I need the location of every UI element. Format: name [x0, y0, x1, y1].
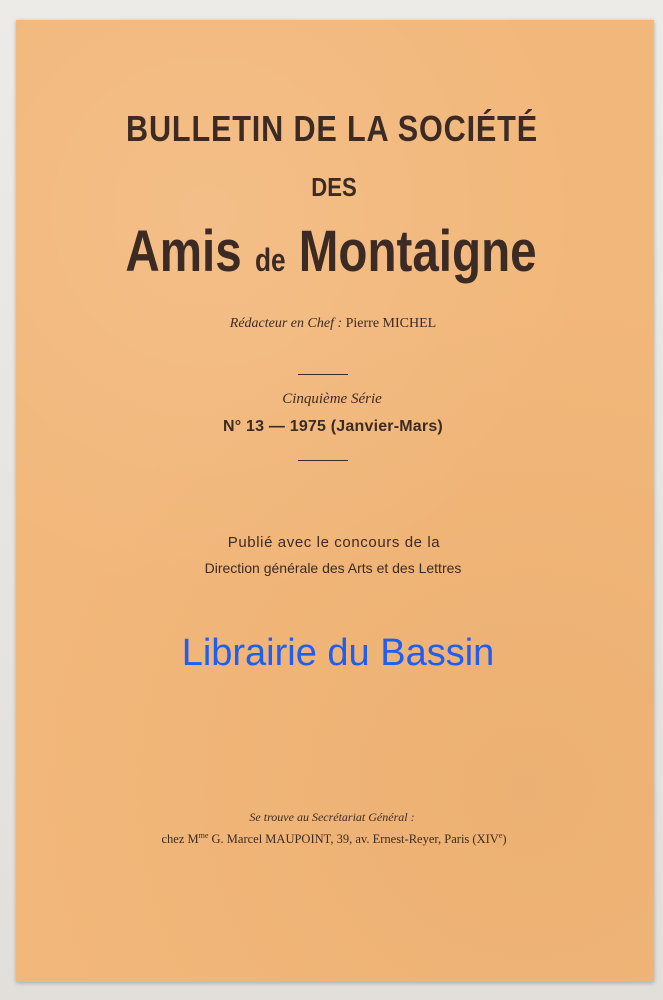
editor-label: Rédacteur en Chef : — [229, 316, 343, 331]
issue-line: N° 13 — 1975 (Janvier-Mars) — [223, 418, 443, 435]
series-line: Cinquième Série — [282, 391, 382, 407]
title-word-amis: Amis — [125, 219, 242, 284]
divider-bottom — [298, 460, 348, 461]
published-line-2: Direction générale des Arts et des Lettres — [204, 560, 462, 576]
title-line-2: DES — [311, 172, 357, 202]
title-word-montaigne: Montaigne — [298, 219, 537, 284]
editor-line — [14, 316, 652, 332]
footer-sup-me: me — [198, 831, 209, 840]
title-line-3 — [69, 218, 592, 285]
footer-address-b: G. Marcel MAUPOINT, 39, av. Ernest-Reyer, Paris (XIV — [208, 832, 499, 847]
bulletin-cover — [16, 20, 654, 982]
footer-line-2 — [15, 831, 653, 847]
footer-sup-e: e — [498, 831, 503, 840]
footer-line-1: Se trouve au Secrétariat Général : — [249, 810, 415, 824]
published-line-1: Publié avec le concours de la — [227, 534, 441, 551]
footer-address-a: chez M — [161, 832, 199, 847]
divider-top — [298, 374, 348, 375]
bookseller-watermark: Librairie du Bassin — [181, 632, 495, 674]
footer-address-c: ) — [502, 832, 507, 847]
title-line-1: BULLETIN DE LA SOCIÉTÉ — [126, 108, 538, 149]
editor-name: Pierre MICHEL — [345, 316, 437, 331]
title-word-de: de — [254, 242, 286, 278]
